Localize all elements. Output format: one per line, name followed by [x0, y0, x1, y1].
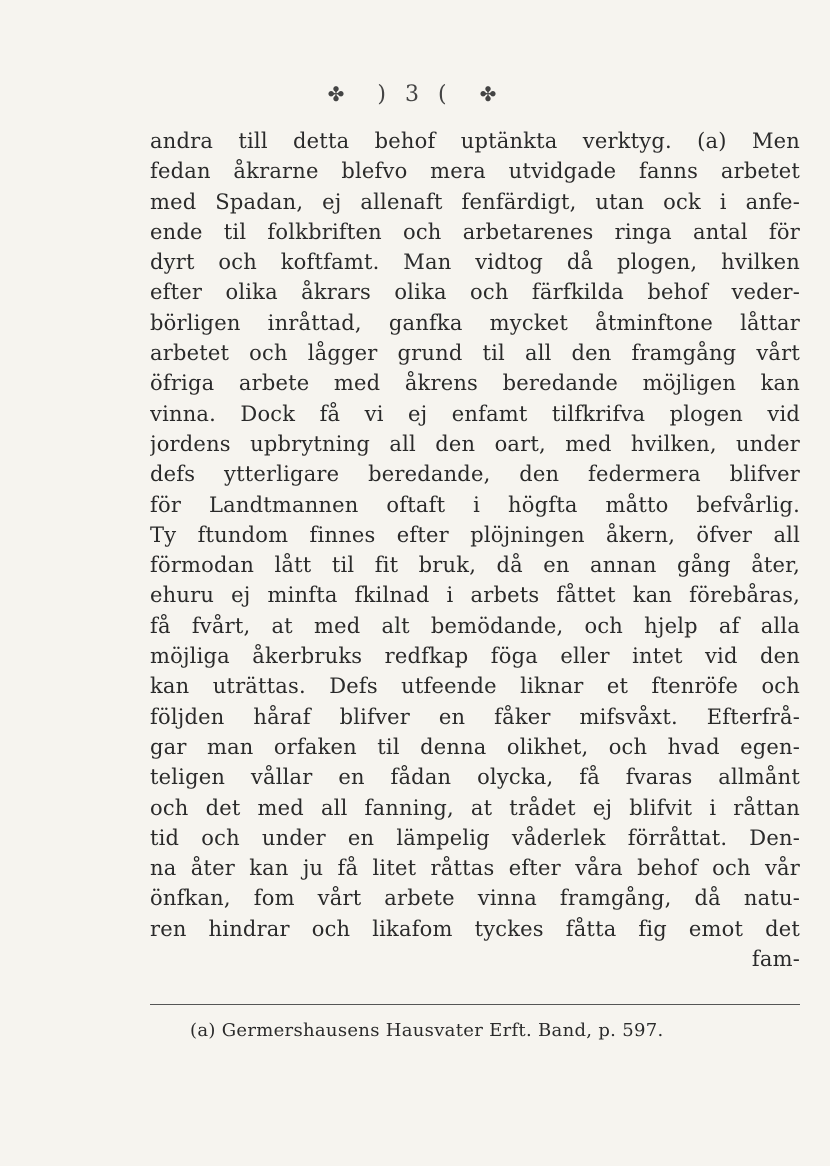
- text-line: kan uträttas. Defs utfeende liknar et ftenröfe och: [150, 674, 800, 699]
- text-line: teligen vållar en fådan olycka, få fvaras allmånt: [150, 765, 800, 790]
- text-line: Ty ftundom finnes efter plöjningen åkern, öfver all: [150, 522, 800, 547]
- text-line: andra till detta behof uptänkta verktyg. (a) Men: [150, 129, 800, 153]
- text-line: följden håraf blifver en fåker mifsvåxt. Efterfrå-: [150, 704, 800, 729]
- body-text: [150, 126, 800, 974]
- text-line: efter olika åkrars olika och färfkilda behof veder-: [150, 280, 800, 305]
- text-line: öfriga arbete med åkrens beredande möjligen kan: [150, 371, 800, 396]
- text-line: arbetet och lågger grund til all den framgång vårt: [150, 341, 800, 366]
- text-line: fedan åkrarne blefvo mera utvidgade fanns arbetet: [150, 159, 800, 184]
- text-line: börligen inråttad, ganfka mycket åtminftone låttar: [150, 310, 800, 335]
- text-line: få fvårt, at med alt bemödande, och hjelp af alla: [150, 613, 800, 638]
- text-line: tid och under en lämpelig våderlek förråttat. Den-: [150, 825, 800, 850]
- ornament-right-icon: ✤: [479, 82, 503, 106]
- catchword: fam-: [751, 947, 800, 972]
- page-header: [0, 82, 830, 107]
- text-line: förmodan lått til fit bruk, då en annan gång åter,: [150, 553, 800, 578]
- text-line: ende til folkbriften och arbetarenes ringa antal för: [150, 219, 800, 244]
- text-line: gar man orfaken til denna olikhet, och hvad egen-: [150, 734, 800, 759]
- text-line: defs ytterligare beredande, den federmera blifver: [150, 462, 800, 487]
- text-line: för Landtmannen oftaft i högfta måtto befvårlig.: [150, 492, 800, 517]
- page-number: ) 3 (: [377, 82, 453, 107]
- ornament-left-icon: ✤: [327, 82, 351, 106]
- text-line: vinna. Dock få vi ej enfamt tilfkrifva plogen vid: [150, 401, 800, 426]
- text-line: dyrt och koftfamt. Man vidtog då plogen, hvilken: [150, 250, 800, 275]
- text-line: na åter kan ju få litet råttas efter våra behof och vår: [150, 856, 800, 881]
- text-line: ren hindrar och likafom tyckes fåtta fig emot det: [150, 916, 800, 941]
- text-line: möjliga åkerbruks redfkap föga eller intet vid den: [150, 644, 800, 669]
- text-line: jordens upbrytning all den oart, med hvilken, under: [150, 431, 800, 456]
- text-line: ehuru ej minfta fkilnad i arbets fåttet kan förebåras,: [150, 583, 800, 608]
- text-line: med Spadan, ej allenaft fenfärdigt, utan ock i anfe-: [150, 189, 800, 214]
- text-line: och det med all fanning, at trådet ej blifvit i råttan: [150, 795, 800, 820]
- text-line: önfkan, fom vårt arbete vinna framgång, då natu-: [150, 886, 800, 911]
- footnote-divider: [150, 1004, 800, 1005]
- footnote: (a) Germershausens Hausvater Erft. Band, p. 597.: [190, 1020, 664, 1041]
